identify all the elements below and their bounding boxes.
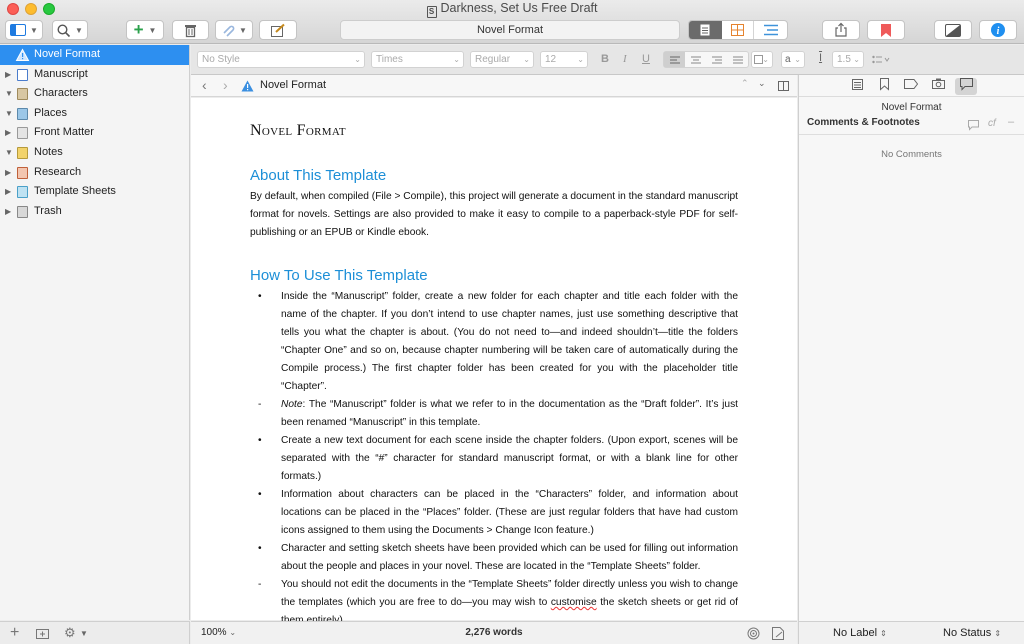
align-right-icon [712, 56, 722, 64]
document-page [250, 122, 738, 630]
plus-icon: + [133, 20, 144, 39]
gear-icon[interactable]: ⚙ [64, 625, 76, 640]
scrivenings-mode-button[interactable] [689, 21, 722, 39]
binder-item-template-sheets[interactable] [0, 182, 189, 202]
disclosure-collapsed-icon[interactable]: ▶ [5, 187, 12, 197]
text-color-button[interactable] [751, 51, 773, 68]
sidebar-icon [10, 24, 26, 36]
font-weight-select[interactable]: Regular ⌄ [470, 51, 534, 68]
view-sidebar-button[interactable] [5, 20, 43, 40]
binder-item-label: Characters [34, 87, 88, 100]
list-item: • Character and setting sketch sheets have been provided which can be used for filling out information about the people and places in your novel. These are located in the “Template Sheets” folder. - You should not edit the documents in the “Template Sheets” folder directly unless you wish to change the templates (which you are free to do—you may wish to customise the sketch sheets or get rid of [250, 540, 738, 630]
chevron-down-icon: ⌄ [794, 55, 801, 64]
template-sheets-icon [17, 186, 28, 198]
outliner-icon [764, 24, 778, 36]
binder-item-label: Research [34, 165, 82, 178]
chevron-down-icon: ▼ [30, 25, 38, 35]
section-heading-how-to-use: How To Use This Template [250, 267, 428, 284]
window-title: S Darkness, Set Us Free Draft [0, 1, 1024, 18]
chevron-down-icon[interactable]: ▼ [80, 629, 88, 638]
bookmarks-button[interactable] [867, 20, 905, 40]
align-left-button[interactable] [664, 52, 685, 67]
corkboard-grid-icon [731, 24, 744, 36]
align-right-button[interactable] [706, 52, 727, 67]
header-document-title: Novel Format [260, 79, 327, 91]
disclosure-collapsed-icon[interactable]: ▶ [5, 206, 12, 216]
editor-header-bar [191, 75, 797, 97]
search-icon [57, 24, 70, 37]
notes-tab[interactable] [846, 78, 868, 95]
align-center-icon [691, 56, 701, 64]
chevron-updown-icon: ⇕ [994, 629, 1002, 638]
corkboard-mode-button[interactable] [722, 21, 755, 39]
chevron-down-icon: ⌄ [762, 55, 769, 64]
composition-mode-button[interactable] [934, 20, 972, 40]
disclosure-collapsed-icon[interactable]: ▶ [5, 167, 12, 177]
chevron-updown-icon: ⌄ [577, 55, 584, 64]
metadata-tab[interactable] [900, 78, 922, 95]
snapshots-tab[interactable] [927, 78, 949, 95]
disclosure-expanded-icon[interactable]: ▼ [5, 147, 13, 157]
binder-item-label: Template Sheets [34, 185, 116, 198]
add-document-button[interactable]: + [10, 624, 20, 641]
chevron-down-icon: ▼ [75, 25, 83, 35]
add-footnote-button[interactable]: cf [988, 118, 996, 129]
sub-list-item: - Note: The “Manuscript” folder is what we refer to in the documentation as the “Draft folder”. It’s just been renamed “Manuscript” in this template. [250, 396, 738, 432]
delete-button[interactable] [172, 20, 209, 40]
warning-triangle-icon [241, 80, 254, 92]
inspector-document-title: Novel Format [881, 102, 942, 113]
about-paragraph: By default, when compiled (File > Compile), this project will generate a document in the standard manuscript format for novels. Settings are also provided to make it easy to compile to a paperback-style PDF for self-publishing or an EPUB or Kindle ebook. [250, 191, 738, 238]
binder-sidebar [0, 45, 190, 620]
inspector-pane [798, 75, 1024, 621]
chevron-up-icon[interactable]: ⌃ [741, 78, 749, 88]
binder-item-characters[interactable] [0, 84, 189, 104]
back-arrow-icon[interactable]: ‹ [202, 77, 207, 93]
binder-item-label: Notes [34, 145, 63, 158]
section-heading-about: About This Template [250, 167, 387, 184]
binder-item-label: Trash [34, 204, 62, 217]
bold-button[interactable]: B [601, 53, 609, 65]
editor-pane[interactable] [191, 98, 797, 620]
label-select[interactable]: No Label ⇕ [833, 627, 887, 639]
chevron-down-icon[interactable]: ⌄ [758, 78, 766, 88]
document-icon [700, 24, 710, 36]
outliner-mode-button[interactable] [754, 21, 787, 39]
binder-item-trash[interactable] [0, 202, 189, 222]
compose-icon [271, 24, 286, 37]
camera-icon [932, 78, 945, 89]
edit-document-icon[interactable] [772, 627, 784, 640]
italic-button[interactable]: I [623, 53, 627, 65]
share-button[interactable] [822, 20, 860, 40]
misspelled-word[interactable]: customise [550, 597, 597, 608]
trash-icon [17, 206, 28, 218]
how-to-use-list [250, 288, 738, 630]
binder-item-front-matter[interactable] [0, 123, 189, 143]
chevron-updown-icon: ⌄ [354, 55, 361, 64]
research-icon [17, 167, 28, 179]
font-size-select[interactable]: 12 ⌄ [540, 51, 588, 68]
add-folder-icon[interactable] [36, 628, 49, 639]
line-spacing-icon: I [819, 52, 823, 64]
binder-item-novel-format[interactable] [0, 45, 189, 65]
sub-list-item: - You should not edit the documents in the “Template Sheets” folder directly unless you wish to change the templates (which you are free to do—you may wish to customise the sketch sheets or get rid of [250, 576, 738, 630]
notepad-icon [852, 78, 863, 90]
sub-list [250, 396, 738, 432]
scrivener-doc-icon: S [427, 6, 437, 18]
chevron-down-icon: ▼ [148, 25, 157, 35]
comments-tab[interactable] [955, 78, 977, 95]
chevron-updown-icon: ⌄ [853, 55, 860, 64]
disclosure-collapsed-icon[interactable]: ▶ [5, 128, 12, 138]
view-mode-control [688, 20, 788, 40]
chevron-updown-icon: ⌄ [453, 55, 460, 64]
toolbar [0, 0, 1024, 44]
binder-list [0, 45, 189, 221]
zoom-select[interactable]: 100% ⌄ [201, 627, 237, 638]
binder-item-label: Places [34, 106, 68, 119]
paperclip-icon [221, 24, 237, 36]
align-justify-icon [733, 56, 743, 64]
line-spacing-select[interactable]: 1.5 ⌄ [832, 51, 864, 68]
comments-header [799, 113, 1024, 135]
inspector-footer [798, 621, 1024, 644]
list-item: • Information about characters can be placed in the “Characters” folder, and information about locations can be placed in the “Places” folder. (These are just regular folders that have had custom icons assigned to them using the Documents > Change Icon feature.) [250, 486, 738, 540]
svg-text:i: i [996, 26, 1000, 37]
bookmark-icon [881, 24, 891, 37]
align-justify-button[interactable] [727, 52, 748, 67]
link-button[interactable] [215, 20, 253, 40]
quick-reference-button[interactable] [259, 20, 297, 40]
inspector-toggle-button[interactable] [979, 20, 1017, 40]
binder-item-label: Manuscript [34, 67, 88, 80]
disclosure-expanded-icon[interactable]: ▼ [5, 89, 13, 99]
comments-footnotes-title: Comments & Footnotes [807, 117, 920, 128]
align-left-icon [670, 56, 680, 64]
bookmark-icon [880, 78, 889, 90]
binder-item-research[interactable] [0, 163, 189, 183]
notes-icon [17, 147, 28, 159]
remove-comment-button[interactable]: – [1008, 116, 1015, 128]
binder-item-notes[interactable] [0, 143, 189, 163]
composition-mode-icon [945, 24, 961, 37]
manuscript-icon [17, 69, 28, 81]
list-icon[interactable] [872, 55, 890, 65]
no-comments-text: No Comments [881, 149, 942, 160]
alignment-control [663, 51, 749, 68]
search-button[interactable] [52, 20, 88, 40]
list-item: • Create a new text document for each scene inside the chapter folders. (Upon export, scenes will be separated with the “#” character for standard manuscript format, or with a blank line for other formats.) [250, 432, 738, 486]
tag-icon [904, 79, 918, 89]
disclosure-expanded-icon[interactable]: ▼ [5, 108, 13, 118]
front-matter-icon [17, 127, 28, 139]
add-comment-icon[interactable] [968, 120, 979, 130]
disclosure-collapsed-icon[interactable]: ▶ [5, 69, 12, 79]
speech-bubble-icon [960, 78, 973, 90]
word-count[interactable]: 2,276 words [465, 627, 523, 638]
document-heading: Novel Format [250, 122, 346, 139]
binder-item-label: Novel Format [34, 48, 101, 60]
highlight-button[interactable]: a ⌄ [781, 51, 805, 68]
status-select[interactable]: No Status ⇕ [943, 627, 1002, 639]
chevron-down-icon: ▼ [239, 25, 247, 35]
warning-triangle-icon [16, 49, 29, 61]
binder-item-label: Front Matter [34, 126, 94, 139]
list-item: • Inside the “Manuscript” folder, create a new folder for each chapter and title each folder with the name of the chapter. If you don’t intend to use chapter names, just use something descriptive that tells you what the chapter is about. (You do not need to—and indeed shouldn’t—title the folders “Chapter One” and so on, because chapter numbering will be taken care of automatically during the Compile process.) The first chapter folder has been created for you with the placeholder title “Chapter”. - Note: The “Manuscript” folder is what we refer to in the documentation as the “Draft folder”. It’s just been renamed “Manuscript” in this template. [250, 288, 738, 432]
paragraph-style-select[interactable]: No Style ⌄ [197, 51, 365, 68]
binder-footer [0, 621, 190, 644]
target-icon[interactable] [747, 627, 760, 640]
places-folder-icon [17, 108, 28, 120]
underline-button[interactable]: U [642, 53, 650, 65]
forward-arrow-icon[interactable]: › [223, 77, 228, 93]
inspector-tabs [799, 75, 1024, 97]
align-center-button[interactable] [685, 52, 706, 67]
chevron-updown-icon: ⇕ [880, 629, 887, 638]
document-title-field[interactable]: Novel Format [340, 20, 680, 40]
editor-footer [191, 621, 797, 644]
characters-folder-icon [17, 88, 28, 100]
split-editor-icon[interactable] [778, 81, 789, 91]
font-family-select[interactable]: Times ⌄ [371, 51, 464, 68]
chevron-updown-icon: ⌄ [523, 55, 530, 64]
chevron-down-icon: ⌄ [229, 628, 237, 637]
binder-item-places[interactable] [0, 104, 189, 124]
format-bar [191, 45, 1024, 75]
add-item-button[interactable] [126, 20, 164, 40]
trash-icon [185, 24, 196, 37]
bookmarks-tab[interactable] [873, 78, 895, 95]
info-icon [991, 23, 1005, 37]
share-icon [835, 23, 847, 37]
binder-item-manuscript[interactable] [0, 65, 189, 85]
